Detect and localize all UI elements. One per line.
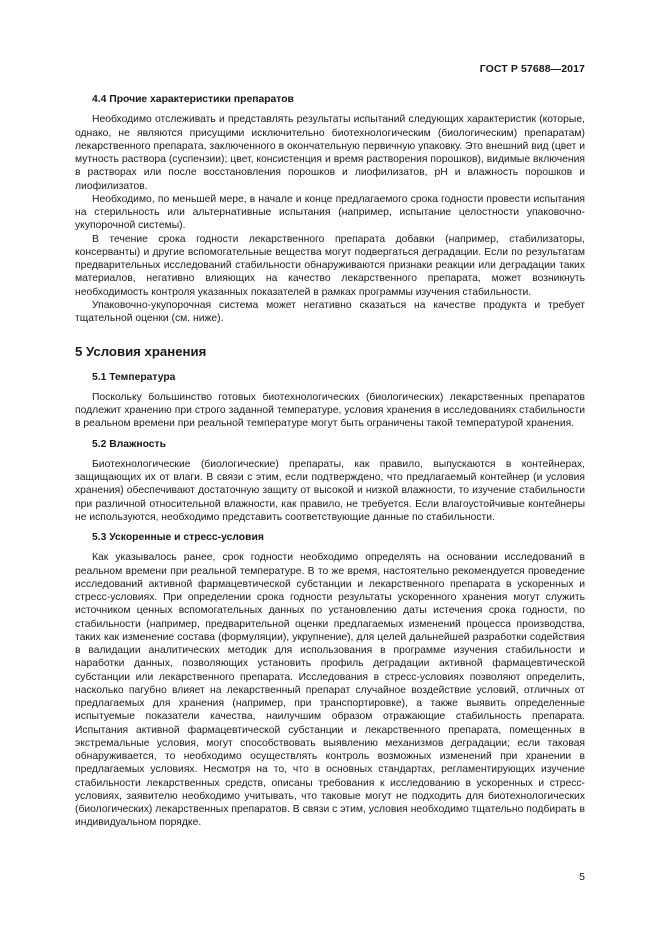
- section-5-2-heading: 5.2 Влажность: [92, 438, 166, 450]
- section-5-3-heading: 5.3 Ускоренные и стресс-условия: [92, 532, 264, 543]
- paragraph: Упаковочно-укупорочная система может негативно сказаться на качестве продукта и требует тщательной оценки (см. ниже).: [75, 299, 585, 324]
- page-number: 5: [579, 871, 585, 883]
- paragraph: Как указывалось ранее, срок годности необходимо определять на основании исследований в реальном времени при реальной температуре. В то же время, настоятельно рекомендуется проведение исследований активной фармацевтической субстанции и лекарственного препарата в ускоренных и стресс-условиях. При определении срока годности результаты ускоренного хранения могут служить источником ценных вспомогательных данных по установлению даты истечения срока годности, по стабильности (например, предварительной оценки предлагаемых изменений процесса производства, таких как изменение состава (формуляции), укрупнение), для целей дальнейшей разработки содействия в валидации аналитических методик для использования в программе изучения стабильности и наработки данных, позволяющих установить профиль деградации активной фармацевтической субстанции или лекарственного препарата. Исследования в стресс-условиях позволяют определить, насколько пагубно влияет на лекарственный препарат случайное воздействие условий, отличных от предлагаемых для хранения (например, при транспортировке), а также выявить определенные испытуемые показатели качества, наилучшим образом отражающие стабильность препарата. Испытания активной фармацевтической субстанции и лекарственного препарата, помещенных в экстремальные условия, могут способствовать выявлению механизмов деградации; если таковая обнаруживается, то необходимо осуществлять контроль возможных изменений при хранении в предлагаемых условиях. Несмотря на то, что в основных стандартах, регламентирующих изучение стабильности лекарственных средств, описаны требования к исследованию в ускоренных и стресс-условиях, заявителю необходимо учитывать, что таковые могут не подходить для биотехнологических (биологических) лекарственных препаратов. В связи с этим, условия необходимо тщательно подбирать в индивидуальном порядке.: [75, 552, 585, 829]
- section-5-1-heading: 5.1 Температура: [92, 371, 176, 383]
- document-body: [75, 93, 585, 830]
- paragraph: В течение срока годности лекарственного препарата добавки (например, стабилизаторы, консерванты) и другие вспомогательные вещества могут подвергаться деградации. Если по результатам предварительных исследований стабильности обнаруживаются признаки реакции или деградации таких материалов, негативно влияющих на качество лекарственного препарата, может возникнуть необходимость контроля указанных показателей в рамках программы изучения стабильности.: [75, 233, 585, 298]
- paragraph: Биотехнологические (биологические) препараты, как правило, выпускаются в контейнерах, защищающих их от влаги. В связи с этим, если подтверждено, что предлагаемый контейнер (и условия хранения) обеспечивают достаточную защиту от высокой и низкой влажности, то изучение стабильности при различной относительной влажности, как правило, не требуется. Если влагоустойчивые контейнеры не используются, необходимо представить соответствующие данные по стабильности.: [75, 458, 585, 523]
- paragraph: Необходимо, по меньшей мере, в начале и конце предлагаемого срока годности провести испытания на стерильность или альтернативные испытания (например, испытание целостности упаковочно-укупорочной системы).: [75, 193, 585, 232]
- section-5-heading: 5 Условия хранения: [75, 344, 207, 360]
- paragraph: Необходимо отслеживать и представлять результаты испытаний следующих характеристик (которые, однако, не являются присущими исключительно биотехнологическим (биологическим) препаратам) лекарственного препарата, заключенного в окончательную первичную упаковку. Это внешний вид (цвет и мутность раствора (суспензии); цвет, консистенция и время растворения порошков), видимые включения в растворах или после восстановления порошков и лиофилизатов, pH и влажность порошков и лиофилизатов.: [75, 114, 585, 192]
- section-4-4-heading: 4.4 Прочие характеристики препаратов: [92, 94, 294, 105]
- paragraph: Поскольку большинство готовых биотехнологических (биологических) лекарственных препаратов подлежит хранению при строго заданной температуре, условия хранения в исследованиях стабильности в реальном времени при реальной температуре могут быть ограничены такой температурой хранения.: [75, 391, 585, 430]
- standard-code: ГОСТ Р 57688—2017: [479, 63, 585, 75]
